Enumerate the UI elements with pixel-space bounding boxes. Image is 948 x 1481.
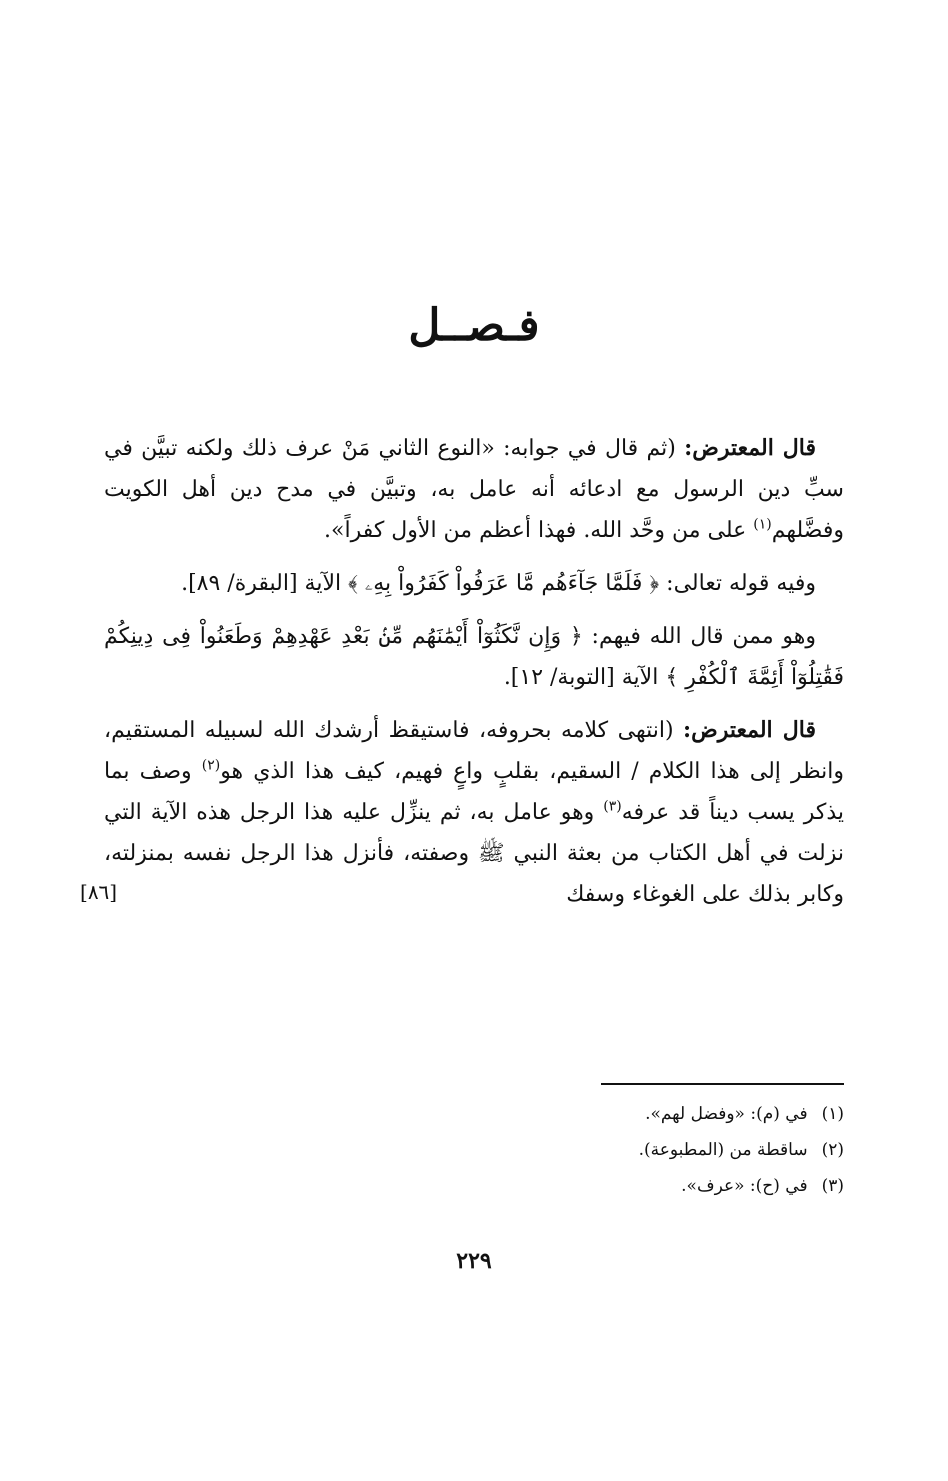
paragraph-1-text: (ثم قال في جوابه: «النوع الثاني مَنْ عرف ذلك ولكنه تبيَّن في سبِّ دين الرسول مع ادعائه أنه عامل به، وتبيَّن في مدح دين أهل الكويت وفضَّلهم	[104, 436, 844, 543]
body-text	[104, 428, 844, 927]
footnote-3-number: (٣)	[821, 1176, 844, 1196]
footnote-3	[104, 1168, 844, 1204]
footnote-2	[104, 1132, 844, 1168]
paragraph-4-text: (انتهى كلامه بحروفه، فاستيقظ أرشدك الله لسبيله المستقيم، وانظر إلى هذا الكلام / السقيم، بقلبٍ واعٍ فهيم، كيف هذا الذي هو	[104, 718, 844, 784]
manuscript-page-marker: [٨٦]	[80, 880, 118, 904]
footnote-ref-1: (١)	[753, 516, 772, 533]
paragraph-1-tail: على من وحَّد الله. فهذا أعظم من الأول كفراً».	[324, 518, 754, 543]
footnote-1	[104, 1096, 844, 1132]
paragraph-2	[104, 563, 844, 604]
section-heading: فـصــل	[408, 300, 540, 351]
paragraph-3-text: وهو ممن قال الله فيهم: ﴿ وَإِن نَّكَثُوٓاْ أَيْمَٰنَهُم مِّنۢ بَعْدِ عَهْدِهِمْ وَطَعَنُواْ فِى دِينِكُمْ فَقَٰتِلُوٓاْ أَئِمَّةَ ٱلْكُفْرِ ﴾ الآية [التوبة/ ١٢].	[104, 624, 844, 690]
footnote-3-text: في (ح): «عرف».	[681, 1176, 808, 1196]
footnote-divider	[601, 1083, 844, 1085]
footnote-2-number: (٢)	[821, 1140, 844, 1160]
paragraph-3	[104, 616, 844, 698]
paragraph-4-lead: قال المعترض:	[683, 717, 816, 743]
footnote-1-text: في (م): «وفضل لهم».	[645, 1104, 808, 1124]
paragraph-2-text: وفيه قوله تعالى: ﴿ فَلَمَّا جَآءَهُم مَّا عَرَفُواْ كَفَرُواْ بِهِۦ ﴾ الآية [البقرة/ ٨٩].	[181, 571, 816, 596]
footnote-2-text: ساقطة من (المطبوعة).	[638, 1140, 808, 1160]
page-number: ٢٢٩	[456, 1248, 492, 1274]
paragraph-4-tail: وهو عامل به، ثم ينزِّل عليه هذا الرجل هذه الآية التي نزلت في أهل الكتاب من بعثة النبي ﷺ وصفته، فأنزل هذا الرجل نفسه بمنزلته، وكابر بذلك على الغوغاء وسفك	[104, 800, 844, 907]
paragraph-1	[104, 428, 844, 551]
paragraph-4-mid: وصف بما يذكر يسب ديناً قد عرفه	[104, 759, 844, 825]
paragraph-4	[104, 710, 844, 915]
paragraph-1-lead: قال المعترض:	[684, 435, 816, 461]
footnotes	[104, 1096, 844, 1204]
footnote-1-number: (١)	[821, 1104, 844, 1124]
footnote-ref-3: (٣)	[603, 798, 622, 815]
footnote-ref-2: (٢)	[201, 757, 221, 774]
